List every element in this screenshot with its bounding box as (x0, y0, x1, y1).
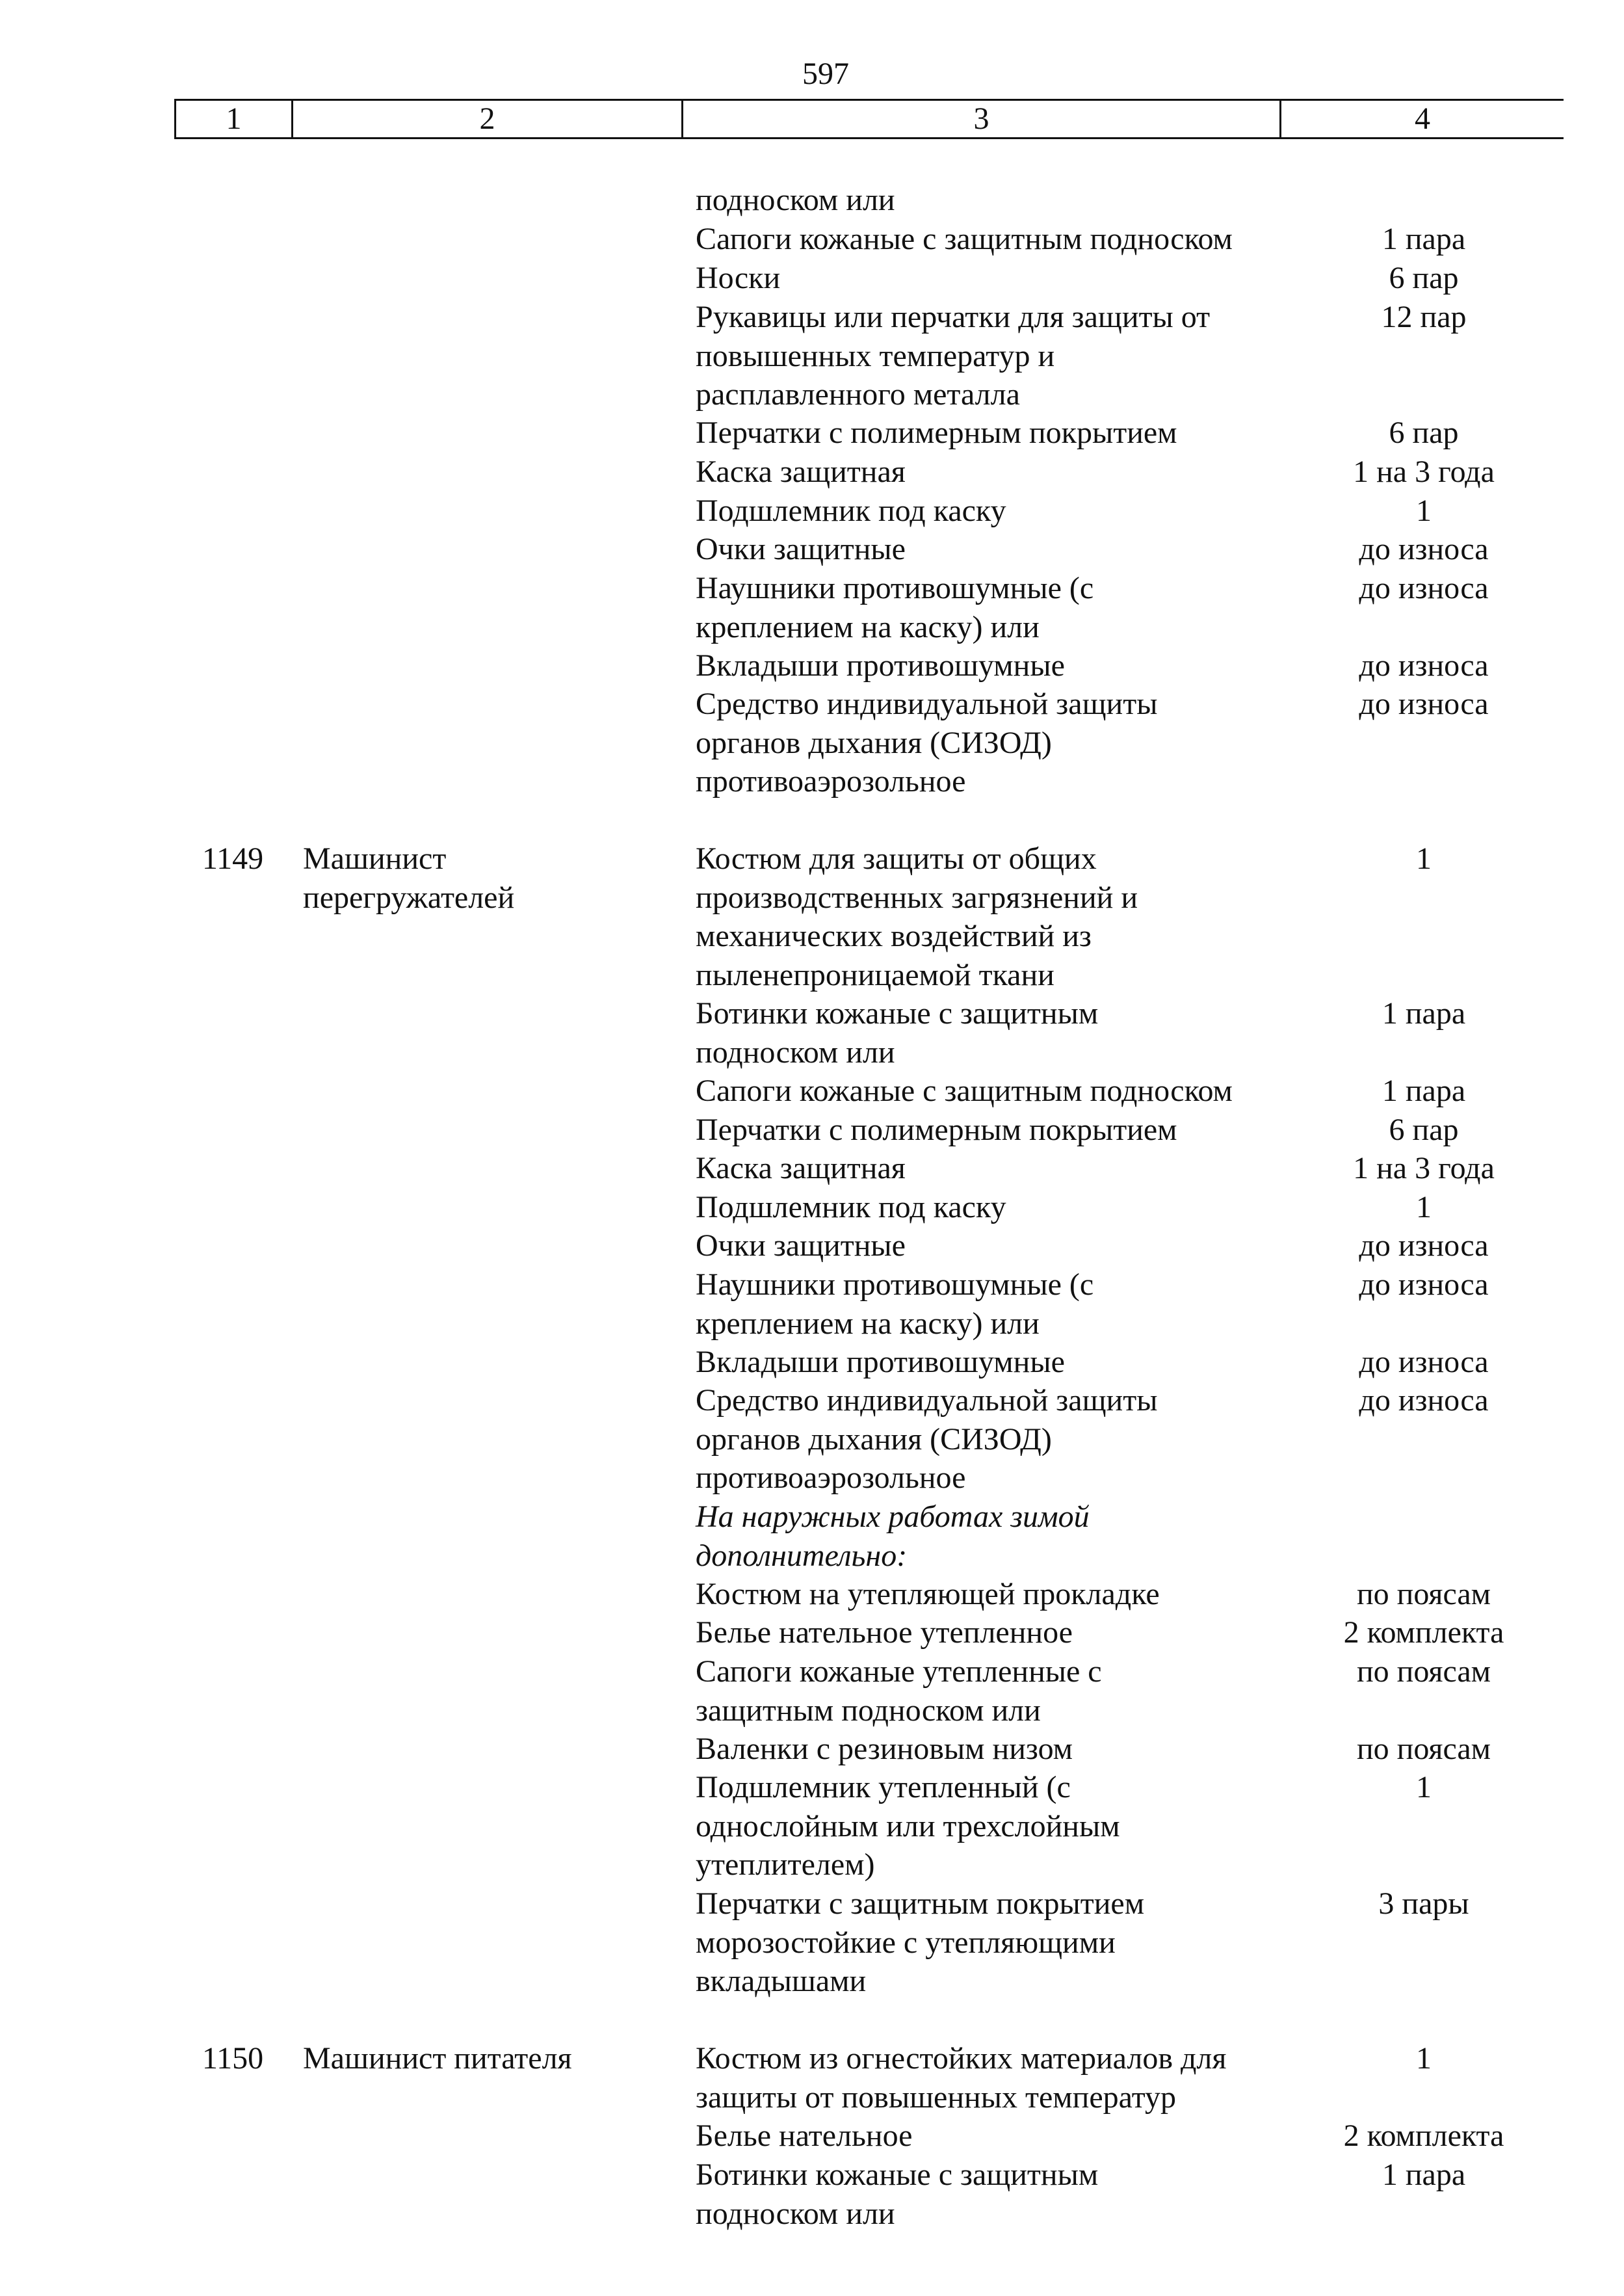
ppe-item: Сапоги кожаные с защитным подноском (696, 1074, 1233, 1108)
ppe-item: Перчатки с защитным покрытием морозостойкие с утепляющими вкладышами (696, 1886, 1145, 1998)
column-header-3: 3 (683, 101, 1281, 137)
issue-norm: 3 пары (1378, 1886, 1469, 1921)
ppe-item: Ботинки кожаные с защитным подноском или (696, 996, 1099, 1070)
issue-norm: по поясам (1356, 1577, 1491, 1611)
issue-norm: 2 комплекта (1343, 1615, 1504, 1650)
ppe-item: Каска защитная (696, 455, 906, 489)
ppe-item: Наушники противошумные (с креплением на каску) или (696, 571, 1094, 644)
issue-norm: 12 пар (1381, 300, 1467, 334)
issue-norm: 1 на 3 года (1353, 455, 1495, 489)
issue-norm: 6 пар (1389, 261, 1459, 295)
ppe-item: Рукавицы или перчатки для защиты от повышенных температур и расплавленного металла (696, 300, 1211, 412)
column-header-4: 4 (1415, 101, 1430, 136)
issue-norm: до износа (1359, 571, 1489, 605)
issue-norm: 1 пара (1382, 2157, 1466, 2192)
ppe-item: Средство индивидуальной защиты органов дыхания (СИЗОД) противоаэрозольное (696, 687, 1158, 798)
ppe-item: Перчатки с полимерным покрытием (696, 416, 1177, 450)
issue-norm: по поясам (1356, 1732, 1491, 1766)
issue-norm: 1 пара (1382, 222, 1466, 256)
ppe-item: Белье нательное (696, 2118, 913, 2153)
ppe-item: Вкладыши противошумные (696, 648, 1065, 683)
ppe-item: Вкладыши противошумные (696, 1345, 1065, 1379)
ppe-item: Каска защитная (696, 1151, 906, 1185)
issue-norm: 6 пар (1389, 416, 1459, 450)
issue-norm: до износа (1359, 1345, 1489, 1379)
ppe-item: подноском или (696, 183, 895, 217)
ppe-item: Костюм для защиты от общих производственных загрязнений и механических воздействий из пыленепроницаемой ткани (696, 841, 1138, 992)
page-number: 597 (802, 57, 849, 91)
issue-norm: по поясам (1356, 1654, 1491, 1689)
issue-norm: до износа (1359, 1383, 1489, 1418)
issue-norm: 1 (1416, 841, 1432, 876)
column-header-1: 1 (176, 101, 293, 137)
ppe-item: На наружных работах зимой дополнительно: (696, 1499, 1090, 1573)
issue-norm: 1 (1416, 2041, 1432, 2076)
row-number: 1150 (202, 2041, 264, 2076)
ppe-item: Валенки с резиновым низом (696, 1732, 1073, 1766)
issue-norm: 1 пара (1382, 1074, 1466, 1108)
issue-norm: 6 пар (1389, 1113, 1459, 1147)
issue-norm: 2 комплекта (1343, 2118, 1504, 2153)
issue-norm: до износа (1359, 687, 1489, 721)
ppe-item: Костюм на утепляющей прокладке (696, 1577, 1160, 1611)
issue-norm: 1 (1416, 1770, 1432, 1804)
ppe-item: Сапоги кожаные утепленные с защитным подноском или (696, 1654, 1102, 1728)
ppe-item: Подшлемник под каску (696, 494, 1006, 528)
ppe-item: Костюм из огнестойких материалов для защиты от повышенных температур (696, 2041, 1227, 2115)
ppe-item: Носки (696, 261, 781, 295)
ppe-item: Сапоги кожаные с защитным подноском (696, 222, 1233, 256)
ppe-item: Очки защитные (696, 532, 906, 566)
issue-norm: до износа (1359, 1228, 1489, 1263)
issue-norm: 1 (1416, 494, 1432, 528)
issue-norm: 1 на 3 года (1353, 1151, 1495, 1185)
issue-norm: до износа (1359, 1267, 1489, 1302)
profession-name: Машинист питателя (303, 2041, 572, 2076)
profession-name: Машинист перегружателей (303, 841, 515, 915)
ppe-item: Подшлемник утепленный (с однослойным или трехслойным утеплителем) (696, 1770, 1120, 1882)
issue-norm: 1 (1416, 1190, 1432, 1224)
issue-norm: 1 пара (1382, 996, 1466, 1031)
column-header-2: 2 (293, 101, 683, 137)
ppe-item: Очки защитные (696, 1228, 906, 1263)
ppe-item: Ботинки кожаные с защитным подноском или (696, 2157, 1099, 2231)
issue-norm: до износа (1359, 532, 1489, 566)
ppe-item: Белье нательное утепленное (696, 1615, 1073, 1650)
issue-norm: до износа (1359, 648, 1489, 683)
row-number: 1149 (202, 841, 264, 876)
ppe-item: Средство индивидуальной защиты органов дыхания (СИЗОД) противоаэрозольное (696, 1383, 1158, 1495)
ppe-item: Перчатки с полимерным покрытием (696, 1113, 1177, 1147)
ppe-item: Подшлемник под каску (696, 1190, 1006, 1224)
ppe-item: Наушники противошумные (с креплением на каску) или (696, 1267, 1094, 1341)
